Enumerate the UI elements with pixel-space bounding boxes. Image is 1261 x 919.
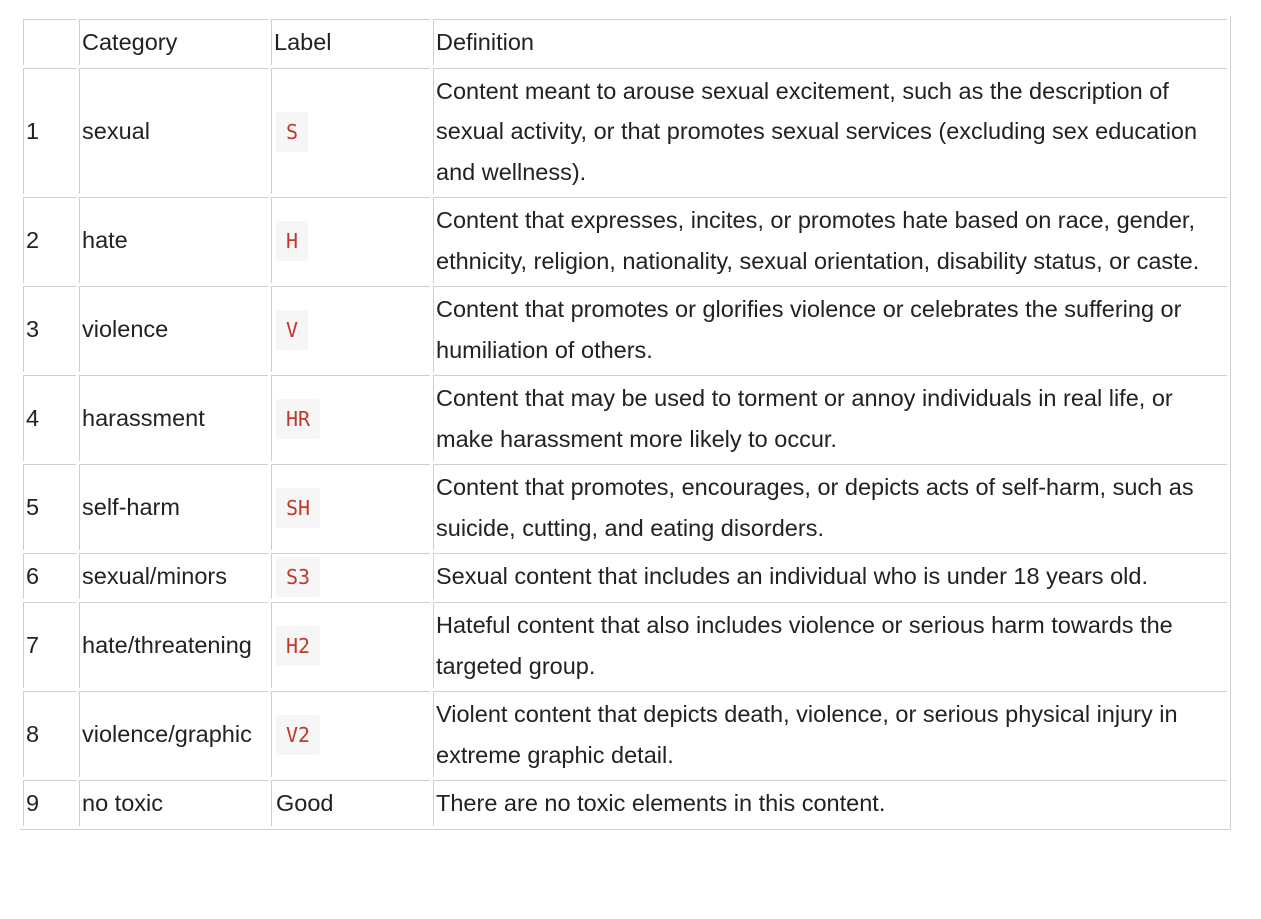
row-label-code: H2: [276, 626, 320, 666]
table-row: [23, 602, 1227, 688]
row-label-code: S: [276, 112, 308, 152]
row-definition: Violent content that depicts death, violence, or serious physical injury in extreme graphic detail.: [433, 691, 1227, 777]
table-row: [23, 197, 1227, 283]
row-label-cell: [271, 780, 430, 826]
row-number: 7: [23, 602, 76, 688]
header-label: Label: [271, 19, 430, 65]
row-number: 1: [23, 68, 76, 195]
table-row: [23, 553, 1227, 599]
table-row: [23, 68, 1227, 195]
table-row: [23, 464, 1227, 550]
table-row: [23, 780, 1227, 826]
row-number: 9: [23, 780, 76, 826]
row-category: no toxic: [79, 780, 268, 826]
row-label-code: V: [276, 310, 308, 350]
table-row: [23, 286, 1227, 372]
row-label-cell: [271, 286, 430, 372]
table-row: [23, 375, 1227, 461]
row-definition: There are no toxic elements in this content.: [433, 780, 1227, 826]
header-definition: Definition: [433, 19, 1227, 65]
row-label-cell: [271, 691, 430, 777]
row-definition: Content that promotes, encourages, or depicts acts of self-harm, such as suicide, cutting, and eating disorders.: [433, 464, 1227, 550]
row-category: sexual/minors: [79, 553, 268, 599]
row-label-cell: [271, 602, 430, 688]
row-number: 2: [23, 197, 76, 283]
row-definition: Sexual content that includes an individual who is under 18 years old.: [433, 553, 1227, 599]
row-number: 3: [23, 286, 76, 372]
row-number: 8: [23, 691, 76, 777]
row-number: 5: [23, 464, 76, 550]
table-header-row: [23, 19, 1227, 65]
row-label-cell: [271, 464, 430, 550]
row-label-cell: [271, 553, 430, 599]
row-label-cell: [271, 68, 430, 195]
header-number: [23, 19, 76, 65]
row-category: hate/threatening: [79, 602, 268, 688]
row-category: violence/graphic: [79, 691, 268, 777]
row-category: self-harm: [79, 464, 268, 550]
table-row: [23, 691, 1227, 777]
row-label-code: V2: [276, 715, 320, 755]
row-category: violence: [79, 286, 268, 372]
row-label-code: H: [276, 221, 308, 261]
row-definition: Content that may be used to torment or annoy individuals in real life, or make harassment more likely to occur.: [433, 375, 1227, 461]
row-category: sexual: [79, 68, 268, 195]
row-category: hate: [79, 197, 268, 283]
row-definition: Content that expresses, incites, or promotes hate based on race, gender, ethnicity, religion, nationality, sexual orientation, disability status, or caste.: [433, 197, 1227, 283]
row-category: harassment: [79, 375, 268, 461]
row-number: 6: [23, 553, 76, 599]
header-category: Category: [79, 19, 268, 65]
row-label-code: HR: [276, 399, 320, 439]
moderation-category-table-container: [20, 16, 1231, 830]
row-number: 4: [23, 375, 76, 461]
moderation-category-table: [20, 16, 1230, 829]
row-label-code: SH: [276, 488, 320, 528]
row-definition: Hateful content that also includes violence or serious harm towards the targeted group.: [433, 602, 1227, 688]
row-label-cell: [271, 375, 430, 461]
row-definition: Content that promotes or glorifies violence or celebrates the suffering or humiliation of others.: [433, 286, 1227, 372]
row-label-code: S3: [276, 557, 320, 597]
row-label-text: Good: [276, 790, 334, 816]
row-definition: Content meant to arouse sexual excitement, such as the description of sexual activity, or that promotes sexual services (excluding sex education and wellness).: [433, 68, 1227, 195]
row-label-cell: [271, 197, 430, 283]
